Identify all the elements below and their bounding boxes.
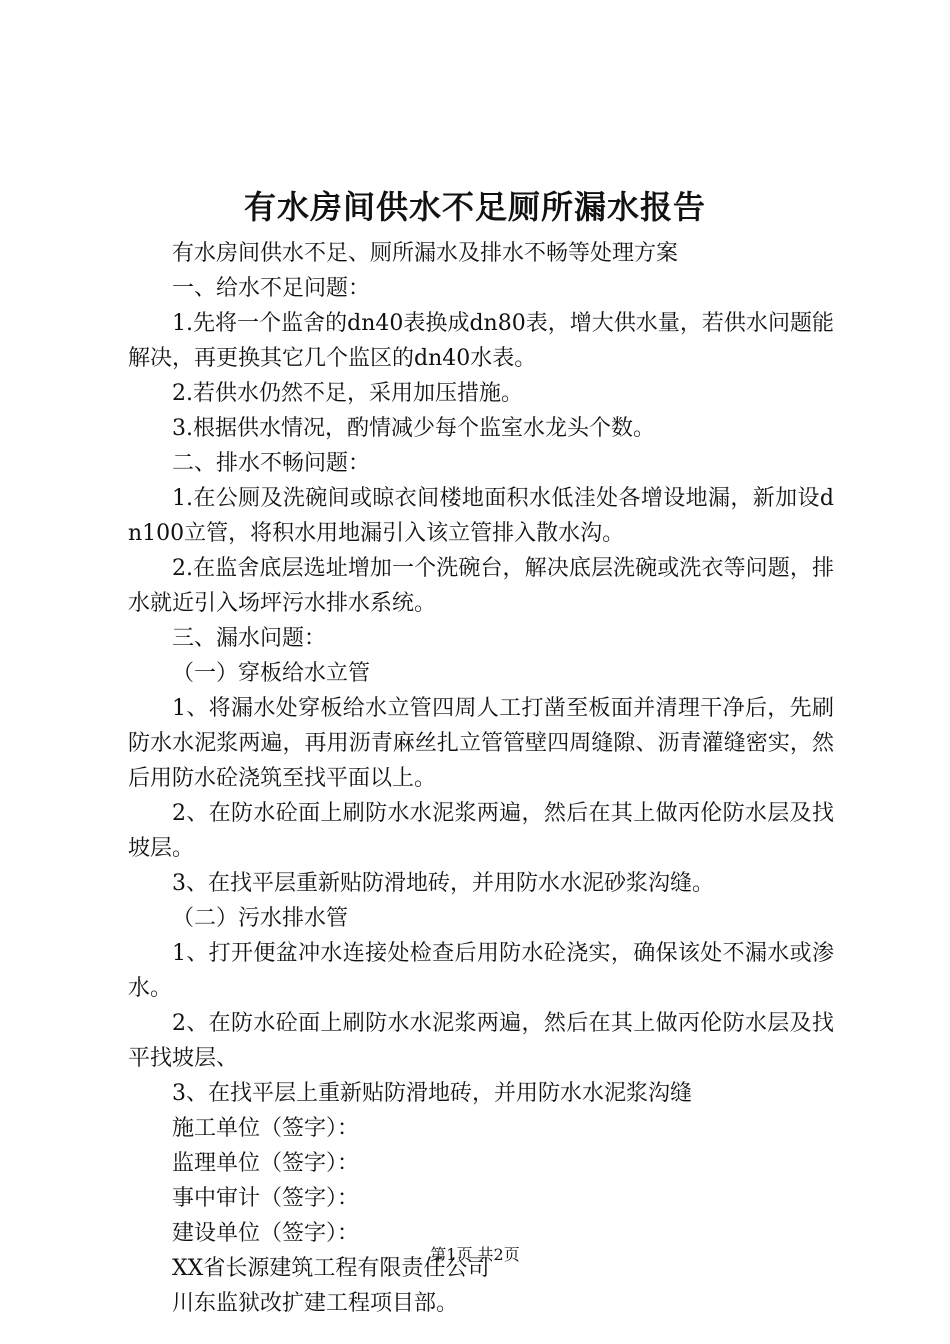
paragraph-riser-1: 1、将漏水处穿板给水立管四周人工打凿至板面并清理干净后，先刷防水水泥浆两遍，再用沥青麻丝扎立管管壁四周缝隙、沥青灌缝密实，然后用防水砼浇筑至找平面以上。 bbox=[128, 696, 834, 791]
paragraph-intro: 有水房间供水不足、厕所漏水及排水不畅等处理方案 bbox=[172, 241, 679, 266]
paragraph-sewage-1: 1、打开便盆冲水连接处检查后用防水砼浇实，确保该处不漏水或渗水。 bbox=[128, 941, 834, 1001]
signature-owner-unit: 建设单位（签字）： bbox=[172, 1221, 360, 1246]
paragraph-drainage-2: 2.在监舍底层选址增加一个洗碗台，解决底层洗碗或洗衣等问题，排水就近引入场坪污水排水系统。 bbox=[128, 556, 834, 616]
page-number-footer: 第1页 共2页 bbox=[430, 1245, 520, 1264]
subsection-heading-sewage: （二）污水排水管 bbox=[172, 906, 349, 931]
signature-construction-unit: 施工单位（签字）： bbox=[172, 1116, 360, 1141]
paragraph-sewage-3: 3、在找平层上重新贴防滑地砖，并用防水水泥浆沟缝 bbox=[172, 1081, 692, 1106]
section-heading-drainage: 二、排水不畅问题： bbox=[172, 451, 371, 476]
project-department: 川东监狱改扩建工程项目部。 bbox=[172, 1291, 459, 1316]
company-name: XX省长源建筑工程有限责任公司 bbox=[172, 1256, 490, 1281]
section-heading-leakage: 三、漏水问题： bbox=[172, 626, 327, 651]
paragraph-supply-3: 3.根据供水情况，酌情减少每个监室水龙头个数。 bbox=[172, 416, 655, 441]
paragraph-supply-1: 1.先将一个监舍的dn40表换成dn80表，增大供水量，若供水问题能解决，再更换其它几个监区的dn40水表。 bbox=[128, 311, 834, 371]
paragraph-riser-3: 3、在找平层重新贴防滑地砖，并用防水水泥砂浆沟缝。 bbox=[172, 871, 714, 896]
signature-supervision-unit: 监理单位（签字）： bbox=[172, 1151, 360, 1176]
document-body bbox=[128, 236, 834, 1321]
section-heading-water-supply: 一、给水不足问题： bbox=[172, 276, 371, 301]
paragraph-drainage-1: 1.在公厕及洗碗间或晾衣间楼地面积水低洼处各增设地漏，新加设dn100立管，将积水用地漏引入该立管排入散水沟。 bbox=[128, 486, 834, 546]
paragraph-sewage-2: 2、在防水砼面上刷防水水泥浆两遍，然后在其上做丙伦防水层及找平找坡层、 bbox=[128, 1011, 834, 1071]
document-title: 有水房间供水不足厕所漏水报告 bbox=[243, 188, 706, 226]
paragraph-supply-2: 2.若供水仍然不足，采用加压措施。 bbox=[172, 381, 523, 406]
signature-audit: 事中审计（签字）： bbox=[172, 1186, 360, 1211]
subsection-heading-riser: （一）穿板给水立管 bbox=[172, 661, 371, 686]
paragraph-riser-2: 2、在防水砼面上刷防水水泥浆两遍，然后在其上做丙伦防水层及找坡层。 bbox=[128, 801, 834, 861]
